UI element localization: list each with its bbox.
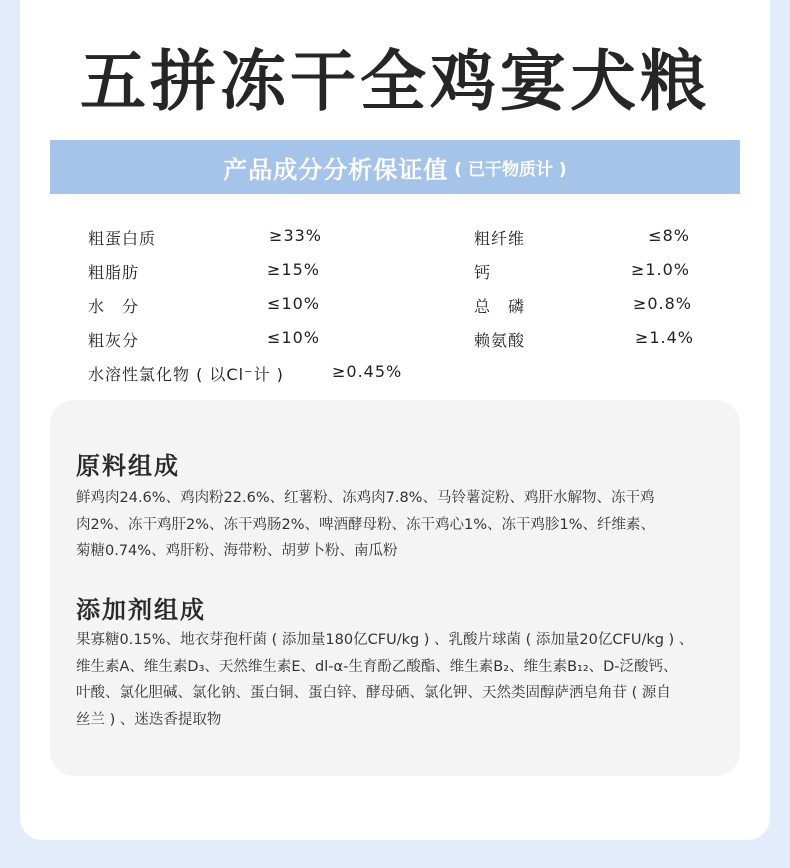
raw-materials-text <box>76 485 726 565</box>
spec-value-lysine: ≥1.4% <box>634 328 694 347</box>
spec-name-chloride: 水溶性氯化物 ( 以Cl⁻计 ) <box>88 365 284 384</box>
spec-value-ash: ≤10% <box>267 328 320 347</box>
raw-materials-title: 原料组成 <box>76 452 180 480</box>
spec-name-water: 水 分 <box>88 297 140 316</box>
spec-name-ash: 粗灰分 <box>88 331 140 350</box>
spec-value-phosphorus: ≥0.8% <box>632 294 692 313</box>
analysis-heading-note: ( 已干物质计 ) <box>454 159 567 180</box>
analysis-heading-band <box>50 140 740 194</box>
spec-name-lysine: 赖氨酸 <box>474 331 526 350</box>
spec-value-fat: ≥15% <box>267 260 320 279</box>
additives-text <box>76 627 726 733</box>
additives-line: 丝兰 ) 、迷迭香提取物 <box>76 711 222 728</box>
spec-value-fiber: ≤8% <box>648 226 690 245</box>
spec-value-chloride: ≥0.45% <box>332 362 403 381</box>
spec-name-calcium: 钙 <box>474 263 492 282</box>
raw-materials-line: 肉2%、冻干鸡肝2%、冻干鸡肠2%、啤酒酵母粉、冻干鸡心1%、冻干鸡胗1%、纤维素、 <box>76 516 656 533</box>
spec-name-fiber: 粗纤维 <box>474 229 526 248</box>
spec-value-calcium: ≥1.0% <box>630 260 690 279</box>
additives-line: 叶酸、氯化胆碱、氯化钠、蛋白铜、蛋白锌、酵母硒、氯化钾、天然类固醇萨洒皂角苷 ( 源自 <box>76 685 671 701</box>
product-title: 五拼冻干全鸡宴犬粮 <box>80 43 710 120</box>
raw-materials-line: 菊糖0.74%、鸡肝粉、海带粉、胡萝卜粉、南瓜粉 <box>76 543 398 559</box>
spec-value-water: ≤10% <box>267 294 320 313</box>
raw-materials-line: 鲜鸡肉24.6%、鸡肉粉22.6%、红薯粉、冻鸡肉7.8%、马铃薯淀粉、鸡肝水解物、冻干鸡 <box>76 490 655 506</box>
additives-line: 维生素A、维生素D₃、天然维生素E、dl-α-生育酚乙酸酯、维生素B₂、维生素B₁₂、D-泛酸钙、 <box>76 658 678 675</box>
analysis-heading: 产品成分分析保证值 <box>223 155 449 184</box>
spec-value-protein: ≥33% <box>269 226 322 245</box>
spec-name-fat: 粗脂肪 <box>88 263 140 282</box>
spec-name-protein: 粗蛋白质 <box>88 229 157 248</box>
spec-name-phosphorus: 总 磷 <box>474 297 526 316</box>
additives-line: 果寡糖0.15%、地衣芽孢杆菌 ( 添加量180亿CFU/kg ) 、乳酸片球菌 ( 添加量20亿CFU/kg ) 、 <box>76 632 694 648</box>
additives-title: 添加剂组成 <box>76 596 206 624</box>
